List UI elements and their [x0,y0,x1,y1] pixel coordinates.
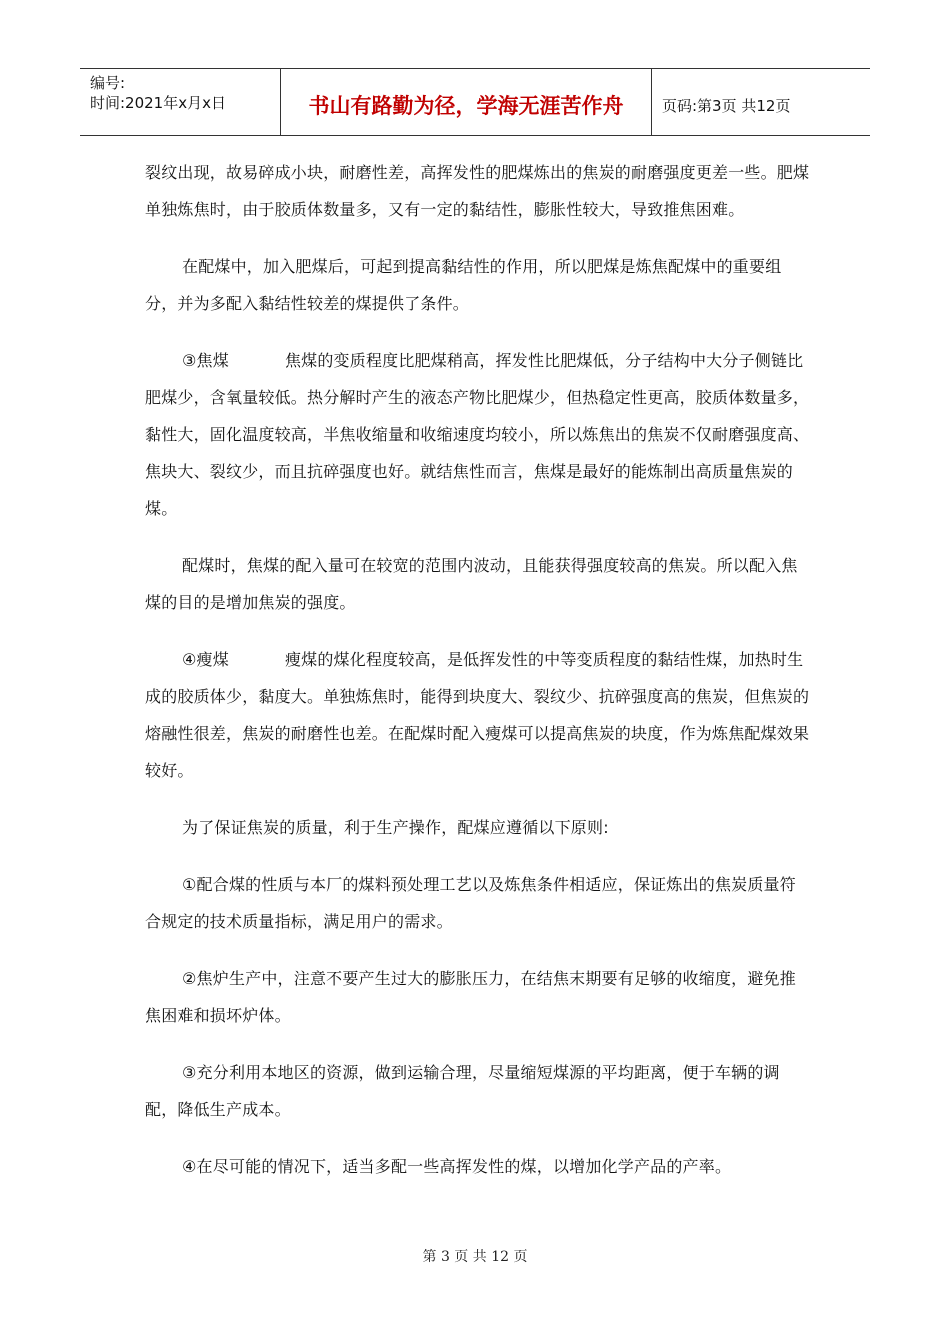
paragraph-1: 裂纹出现，故易碎成小块，耐磨性差，高挥发性的肥煤炼出的焦炭的耐磨强度更差一些。肥煤单独炼焦时，由于胶质体数量多，又有一定的黏结性，膨胀性较大，导致推焦困难。 [145,163,810,219]
page-footer: 第 3 页 共 12 页 [422,1249,528,1265]
lean-coal-label: ④瘦煤 [182,650,229,669]
paragraph-2: 在配煤中，加入肥煤后，可起到提高黏结性的作用，所以肥煤是炼焦配煤中的重要组分，并为多配入黏结性较差的煤提供了条件。 [145,257,782,313]
header-motto-cell [281,69,652,135]
lean-coal-text: 瘦煤的煤化程度较高，是低挥发性的中等变质程度的黏结性煤，加热时生成的胶质体少，黏度大。单独炼焦时，能得到块度大、裂纹少、抗碎强度高的焦炭，但焦炭的熔融性很差，焦炭的耐磨性也差。在配煤时配入瘦煤可以提高焦炭的块度，作为炼焦配煤效果较好。 [145,650,810,780]
coking-coal-text: 焦煤的变质程度比肥煤稍高，挥发性比肥煤低，分子结构中大分子侧链比肥煤少，含氧量较低。热分解时产生的液态产物比肥煤少，但热稳定性更高，胶质体数量多，黏性大，固化温度较高，半焦收缩量和收缩速度均较小，所以炼焦出的焦炭不仅耐磨强度高、焦块大、裂纹少，而且抗碎强度也好。就结焦性而言，焦煤是最好的能炼制出高质量焦炭的煤。 [145,351,810,518]
principle-3: ③充分利用本地区的资源，做到运输合理，尽量缩短煤源的平均距离，便于车辆的调配，降低生产成本。 [145,1063,780,1119]
paragraph-principles-intro: 为了保证焦炭的质量，利于生产操作，配煤应遵循以下原则: [182,818,609,837]
header-page-info-cell [652,69,870,135]
paragraph-coking-coal [145,342,811,527]
paragraph-lean-coal [145,641,811,789]
page-header [80,68,870,136]
document-body [145,154,811,1205]
principle-2: ②焦炉生产中，注意不要产生过大的膨胀压力，在结焦末期要有足够的收缩度，避免推焦困难和损坏炉体。 [145,969,796,1025]
paragraph-4: 配煤时，焦煤的配入量可在较宽的范围内波动，且能获得强度较高的焦炭。所以配入焦煤的目的是增加焦炭的强度。 [145,556,798,612]
header-meta [80,69,281,135]
time-label: 时间:2021年x月x日 [90,94,226,112]
code-label: 编号: [90,74,126,92]
principle-4: ④在尽可能的情况下，适当多配一些高挥发性的煤，以增加化学产品的产率。 [182,1157,732,1176]
coking-coal-label: ③焦煤 [182,351,229,370]
header-page-info: 页码:第3页 共12页 [662,96,791,115]
principle-1: ①配合煤的性质与本厂的煤料预处理工艺以及炼焦条件相适应，保证炼出的焦炭质量符合规定的技术质量指标，满足用户的需求。 [145,875,796,931]
header-motto: 书山有路勤为径，学海无涯苦作舟 [308,93,624,118]
